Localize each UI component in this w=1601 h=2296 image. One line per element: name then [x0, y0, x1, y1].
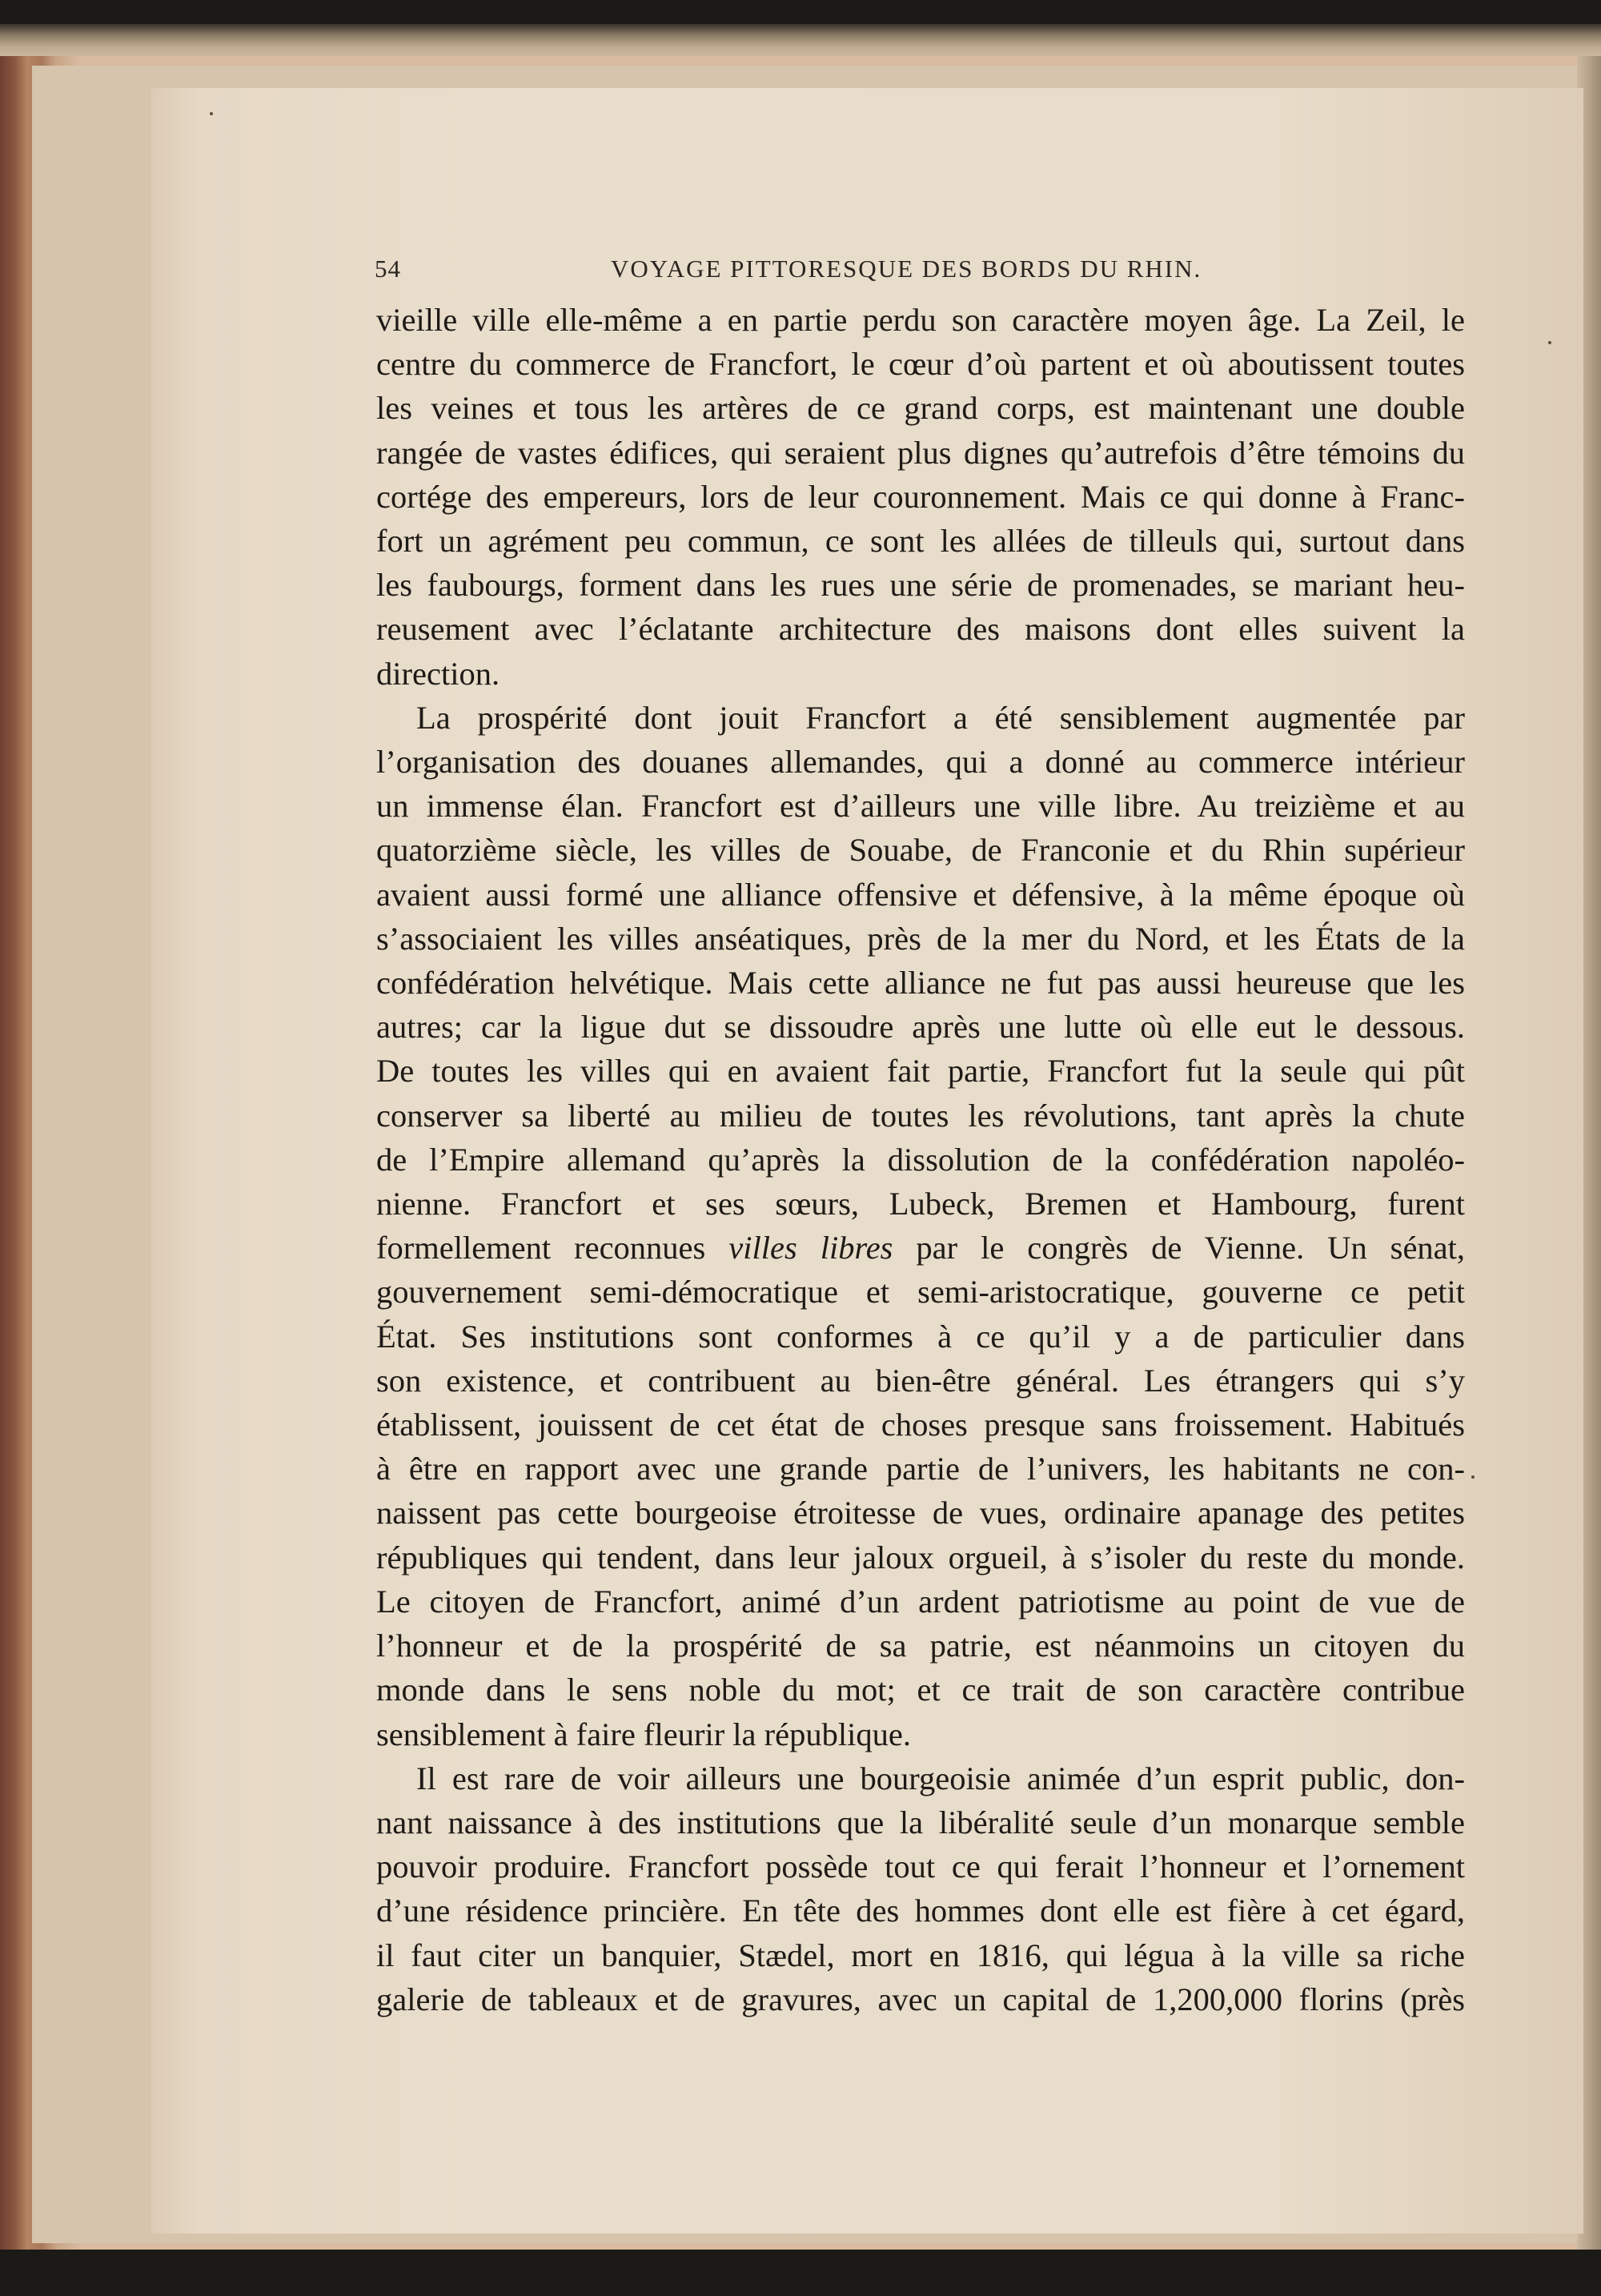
text-line: rangée de vastes édifices, qui seraient plus dignes qu’autrefois d’être témoins du: [376, 434, 1465, 471]
text-line: son existence, et contribuent au bien-être général. Les étrangers qui s’y: [376, 1362, 1465, 1399]
italic-phrase: villes libres: [728, 1230, 893, 1266]
running-head: [375, 255, 1447, 291]
page-number: 54: [375, 255, 401, 283]
text-line: un immense élan. Francfort est d’ailleurs une ville libre. Au treizième et au: [376, 788, 1465, 825]
text-line: conserver sa liberté au milieu de toutes les révolutions, tant après la chute: [376, 1097, 1465, 1134]
text-line: cortége des empereurs, lors de leur couronnement. Mais ce qui donne à Franc-: [376, 478, 1465, 515]
text-line: reusement avec l’éclatante architecture des maisons dont elles suivent la: [376, 611, 1465, 648]
book-top-edge: [0, 24, 1601, 56]
text-line: Le citoyen de Francfort, animé d’un ardent patriotisme au point de vue de: [376, 1583, 1465, 1620]
text-line: monde dans le sens noble du mot; et ce trait de son caractère contribue: [376, 1672, 1465, 1708]
paragraph-first-line: La prospérité dont jouit Francfort a été sensiblement augmentée par: [416, 699, 1465, 736]
paper-speck: [1548, 341, 1551, 344]
text-segment: par le congrès de Vienne. Un sénat,: [916, 1230, 1466, 1266]
text-line: les veines et tous les artères de ce grand corps, est maintenant une double: [376, 390, 1465, 427]
text-line: de l’Empire allemand qu’après la dissolution de la confédération napoléo-: [376, 1141, 1465, 1178]
text-line: avaient aussi formé une alliance offensive et défensive, à la même époque où: [376, 876, 1465, 913]
text-line: De toutes les villes qui en avaient fait partie, Francfort fut la seule qui pût: [376, 1053, 1465, 1090]
text-line: les faubourgs, forment dans les rues une série de promenades, se mariant heu-: [376, 567, 1465, 604]
body-text: [376, 298, 1465, 2021]
text-line: sensiblement à faire fleurir la république.: [376, 1716, 911, 1752]
text-line: il faut citer un banquier, Stædel, mort en 1816, qui légua à la ville sa riche: [376, 1937, 1465, 1973]
text-line: d’une résidence princière. En tête des hommes dont elle est fière à cet égard,: [376, 1893, 1465, 1929]
paper-speck: [210, 112, 213, 115]
text-line: État. Ses institutions sont conformes à ce qu’il y a de particulier dans: [376, 1318, 1465, 1355]
text-line: vieille ville elle-même a en partie perdu son caractère moyen âge. La Zeil, le: [376, 302, 1465, 338]
text-line: fort un agrément peu commun, ce sont les allées de tilleuls qui, surtout dans: [376, 523, 1465, 560]
text-line: pouvoir produire. Francfort possède tout ce qui ferait l’honneur et l’ornement: [376, 1848, 1465, 1885]
text-line: confédération helvétique. Mais cette alliance ne fut pas aussi heureuse que les: [376, 965, 1465, 1001]
running-title: VOYAGE PITTORESQUE DES BORDS DU RHIN.: [611, 255, 1202, 283]
text-line: quatorzième siècle, les villes de Souabe, de Franconie et du Rhin supérieur: [376, 832, 1465, 869]
text-line: à être en rapport avec une grande partie de l’univers, les habitants ne con-: [376, 1451, 1465, 1487]
paragraph-first-line: Il est rare de voir ailleurs une bourgeoisie animée d’un esprit public, don-: [416, 1760, 1465, 1796]
text-line: gouvernement semi-démocratique et semi-aristocratique, gouverne ce petit: [376, 1274, 1465, 1311]
text-segment: formellement reconnues: [376, 1230, 706, 1266]
text-line: établissent, jouissent de cet état de choses presque sans froissement. Habitués: [376, 1407, 1465, 1443]
text-line: centre du commerce de Francfort, le cœur d’où partent et où aboutissent toutes: [376, 346, 1465, 383]
text-line: galerie de tableaux et de gravures, avec un capital de 1,200,000 florins (près: [376, 1981, 1465, 2017]
text-line: nienne. Francfort et ses sœurs, Lubeck, Bremen et Hambourg, furent: [376, 1186, 1465, 1222]
text-line: direction.: [376, 655, 500, 692]
text-line: autres; car la ligue dut se dissoudre après une lutte où elle eut le dessous.: [376, 1009, 1465, 1046]
text-line: républiques qui tendent, dans leur jaloux orgueil, à s’isoler du reste du monde.: [376, 1539, 1465, 1575]
text-line: s’associaient les villes anséatiques, près de la mer du Nord, et les États de la: [376, 920, 1465, 957]
text-line: naissent pas cette bourgeoise étroitesse de vues, ordinaire apanage des petites: [376, 1495, 1465, 1531]
text-line: nant naissance à des institutions que la libéralité seule d’un monarque semble: [376, 1804, 1465, 1840]
text-line-with-italic: [376, 1226, 1465, 1270]
text-line: l’organisation des douanes allemandes, qui a donné au commerce intérieur: [376, 744, 1465, 781]
text-line: l’honneur et de la prospérité de sa patrie, est néanmoins un citoyen du: [376, 1628, 1465, 1664]
paper-speck: [1471, 1475, 1475, 1479]
